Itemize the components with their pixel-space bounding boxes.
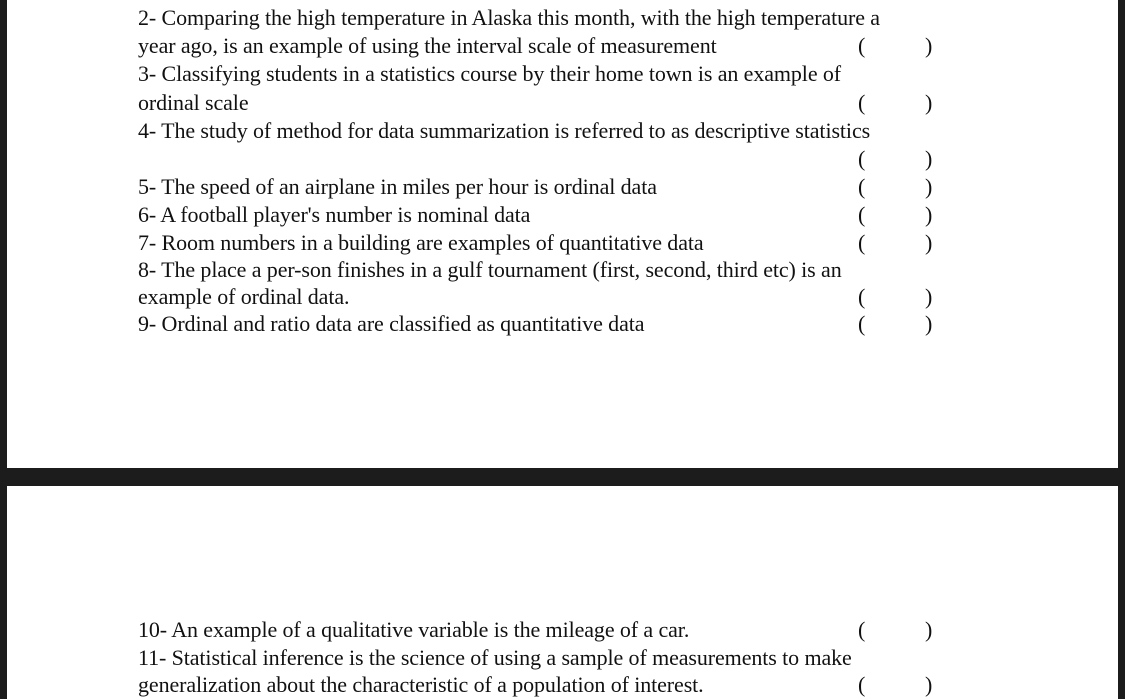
question-7-line: 7- Room numbers in a building are examples of quantitative data (138, 230, 704, 255)
document-page-bottom (7, 486, 1118, 699)
answer-blank-close: ) (925, 230, 933, 255)
question-11-line-2: generalization about the characteristic of a population of interest. (138, 672, 704, 697)
answer-blank-open: ( (858, 90, 866, 115)
question-2-line-2: year ago, is an example of using the interval scale of measurement (138, 33, 717, 58)
answer-blank-open: ( (858, 174, 866, 199)
question-8-line-2: example of ordinal data. (138, 284, 350, 309)
question-5-line: 5- The speed of an airplane in miles per hour is ordinal data (138, 174, 657, 199)
question-4-line-1: 4- The study of method for data summarization is referred to as descriptive statistics (138, 118, 871, 143)
question-3-line-2: ordinal scale (138, 90, 249, 115)
answer-blank-close: ) (925, 617, 933, 642)
answer-blank-close: ) (925, 672, 933, 697)
answer-blank-close: ) (925, 311, 933, 336)
answer-blank-open: ( (858, 311, 866, 336)
answer-blank-close: ) (925, 33, 933, 58)
question-3-line-1: 3- Classifying students in a statistics course by their home town is an example of (138, 61, 842, 86)
question-10-line: 10- An example of a qualitative variable is the mileage of a car. (138, 617, 690, 642)
question-11-line-1: 11- Statistical inference is the science of using a sample of measurements to make (138, 645, 852, 670)
answer-blank-open: ( (858, 202, 866, 227)
answer-blank-open: ( (858, 617, 866, 642)
answer-blank-open: ( (858, 146, 866, 171)
question-8-line-1: 8- The place a per-son finishes in a gulf tournament (first, second, third etc) is an (138, 257, 842, 282)
answer-blank-open: ( (858, 672, 866, 697)
question-6-line: 6- A football player's number is nominal data (138, 202, 531, 227)
answer-blank-close: ) (925, 146, 933, 171)
answer-blank-open: ( (858, 284, 866, 309)
answer-blank-close: ) (925, 202, 933, 227)
question-2-line-1: 2- Comparing the high temperature in Alaska this month, with the high temperature a (138, 5, 880, 30)
answer-blank-close: ) (925, 90, 933, 115)
question-9-line: 9- Ordinal and ratio data are classified as quantitative data (138, 311, 645, 336)
answer-blank-open: ( (858, 230, 866, 255)
document-page-top (7, 0, 1118, 468)
answer-blank-open: ( (858, 33, 866, 58)
answer-blank-close: ) (925, 284, 933, 309)
answer-blank-close: ) (925, 174, 933, 199)
